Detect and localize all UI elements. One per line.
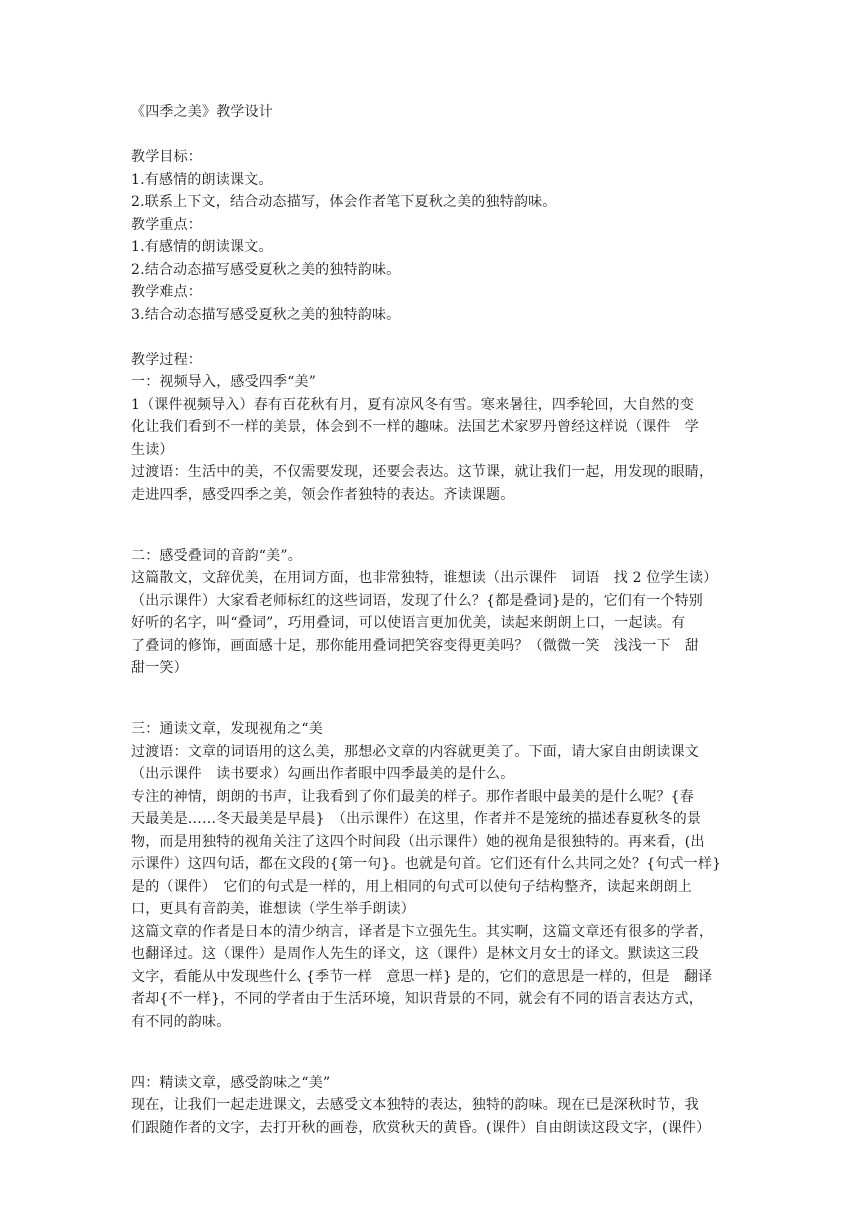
section3-paragraph2-line: 口，更具有音韵美，谁想读（学生举手朗读）: [131, 901, 415, 917]
section1-paragraph2-line: 走进四季，感受四季之美，领会作者独特的表达。齐读课题。: [131, 486, 515, 503]
section3-paragraph2-line: 示课件）这四句话，都在文段的{第一句}。也就是句首。它们还有什么共同之处？{句式一样}: [131, 856, 722, 872]
section2-heading: 二：感受叠词的音韵“美”。: [131, 547, 302, 564]
goal-item: 1.有感情的朗读课文。: [131, 171, 273, 188]
section2-paragraph1-line: 这篇散文，文辞优美，在用词方面，也非常独特，谁想读（出示课件 词语 找 2 位学生读）: [131, 570, 718, 586]
section1-paragraph2-line: 过渡语：生活中的美，不仅需要发现，还要会表达。这节课，就让我们一起，用发现的眼睛，: [131, 464, 714, 480]
difficulties-heading: 教学难点：: [131, 284, 202, 300]
section2-paragraph1-line: （出示课件）大家看老师标红的这些词语，发现了什么？{都是叠词}是的，它们有一个特别: [131, 592, 704, 609]
section1-paragraph1-line: 1（课件视频导入）春有百花秋有月，夏有凉风冬有雪。寒来暑往，四季轮回，大自然的变: [131, 396, 694, 413]
keypoints-heading: 教学重点：: [131, 216, 202, 233]
section3-paragraph3-line: 也翻译过。这（课件）是周作人先生的译文，这（课件）是林文月女士的译文。默读这三段: [131, 946, 699, 962]
section3-paragraph3-line: 这篇文章的作者是日本的清少纳言，译者是卞立强先生。其实啊，这篇文章还有很多的学者，: [131, 923, 714, 940]
blank-line: [131, 124, 731, 147]
blank-line: [131, 1033, 731, 1056]
section3-paragraph3-line: 文字，看能从中发现些什么 {季节一样 意思一样} 是的，它们的意思是一样的，但是 翻译: [131, 968, 713, 985]
section3-paragraph2-line: 是的（课件） 它们的句式是一样的，用上相同的句式可以使句子结构整齐，读起来朗朗上: [131, 878, 692, 895]
spacer: [131, 529, 731, 545]
section4-paragraph1-line: 现在，让我们一起走进课文，去感受文本独特的表达，独特的韵味。现在已是深秋时节，我: [131, 1097, 699, 1113]
document-body: [131, 101, 731, 1139]
blank-line: [131, 680, 731, 703]
section3-paragraph3-line: 有不同的韵味。: [131, 1013, 231, 1030]
spacer: [131, 702, 731, 718]
keypoint-item: 1.有感情的朗读课文。: [131, 239, 273, 255]
section4-paragraph1-line: 们跟随作者的文字，去打开秋的画卷，欣赏秋天的黄昏。(课件）自由朗读这段文字，(课件）: [131, 1119, 711, 1136]
section3-paragraph3-line: 者却{不一样}，不同的学者由于生活环境，知识背景的不同，就会有不同的语言表达方式，: [131, 991, 704, 1007]
section1-paragraph1-line: 化让我们看到不一样的美景，体会到不一样的趣味。法国艺术家罗丹曾经这样说（课件 学: [131, 419, 699, 435]
document-title: 《四季之美》教学设计: [131, 104, 273, 120]
goals-heading: 教学目标：: [131, 149, 202, 165]
blank-line: [131, 326, 731, 349]
section1-heading: 一：视频导入，感受四季“美”: [131, 374, 317, 390]
spacer: [131, 1056, 731, 1072]
section3-paragraph1-line: （出示课件 读书要求）勾画出作者眼中四季最美的是什么。: [131, 766, 515, 782]
section2-paragraph1-line: 甜一笑）: [131, 660, 188, 676]
section3-paragraph1-line: 过渡语：文章的词语用的这么美，那想必文章的内容就更美了。下面，请大家自由朗读课文: [131, 743, 699, 760]
process-heading: 教学过程：: [131, 351, 202, 368]
section2-paragraph1-line: 好听的名字，叫“叠词”，巧用叠词，可以使语言更加优美，读起来朗朗上口，一起读。有: [131, 615, 686, 631]
section1-paragraph1-line: 生读）: [131, 441, 174, 458]
goal-item: 2.联系上下文，结合动态描写，体会作者笔下夏秋之美的独特韵味。: [131, 194, 557, 210]
section3-paragraph2-line: 天最美是……冬天最美是早晨} （出示课件）在这里，作者并不是笼统的描述春夏秋冬的景: [131, 811, 702, 827]
section3-paragraph2-line: 物，而是用独特的视角关注了这四个时间段（出示课件）她的视角是很独特的。再来看，(出: [131, 833, 705, 850]
section3-paragraph2-line: 专注的神情，朗朗的书声，让我看到了你们最美的样子。那作者眼中最美的是什么呢？{春: [131, 788, 694, 805]
section3-heading: 三：通读文章，发现视角之“美: [131, 721, 323, 737]
blank-line: [131, 506, 731, 529]
section4-heading: 四：精读文章，感受韵味之“美”: [131, 1074, 331, 1091]
keypoint-item: 2.结合动态描写感受夏秋之美的独特韵味。: [131, 261, 401, 278]
difficulty-item: 3.结合动态描写感受夏秋之美的独特韵味。: [131, 306, 401, 323]
section2-paragraph1-line: 了叠词的修饰，画面感十足，那你能用叠词把笑容变得更美吗？（微微一笑 浅浅一下 甜: [131, 637, 699, 654]
